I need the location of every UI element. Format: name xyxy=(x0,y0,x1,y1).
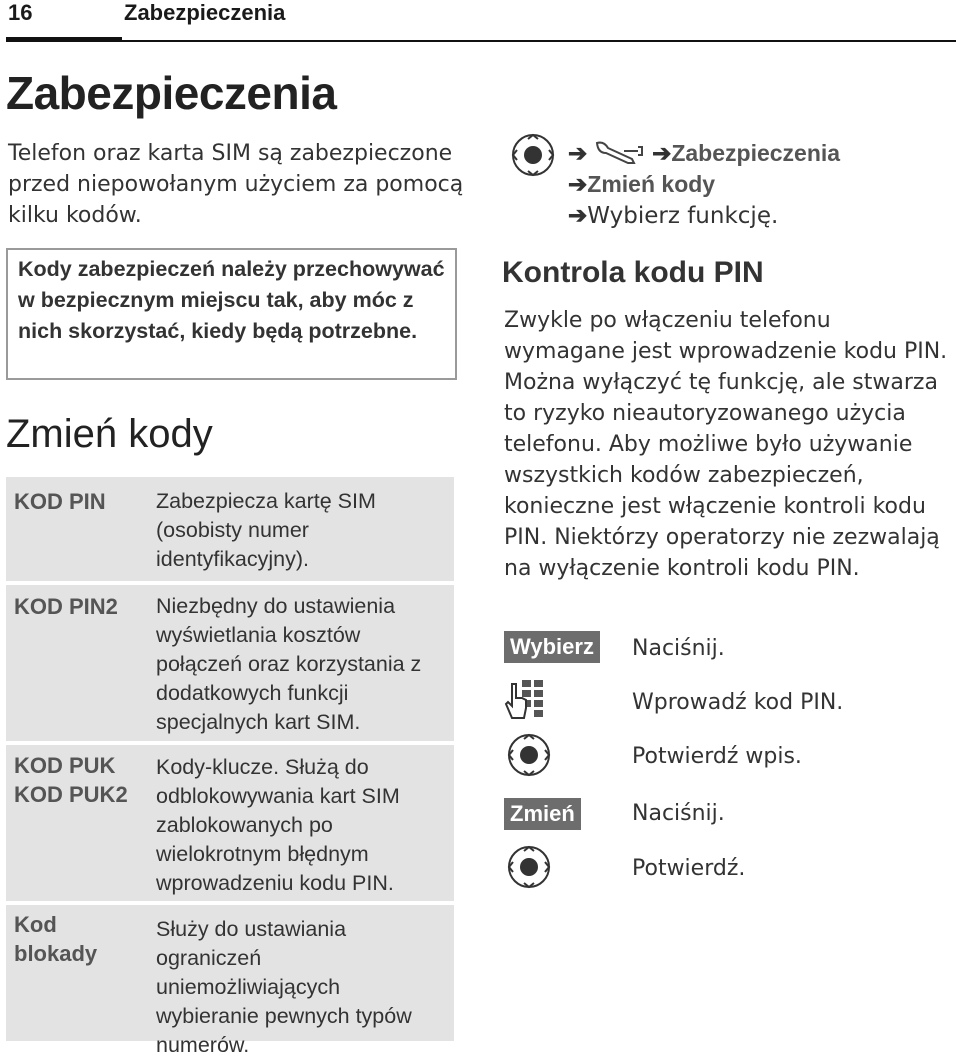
step-action: Wprowadź kod PIN. xyxy=(632,690,844,715)
settings-tools-icon xyxy=(594,139,646,165)
page-title: Zabezpieczenia xyxy=(6,67,337,119)
nav-step-security: Zabezpieczenia xyxy=(671,140,841,166)
code-row-lock xyxy=(6,905,454,1057)
keypad-icon xyxy=(504,678,550,724)
change-key: Zmień xyxy=(504,798,581,830)
joystick-icon xyxy=(504,730,554,780)
nav-step-change-codes: Zmień kody xyxy=(587,171,716,197)
page-number: 16 xyxy=(8,0,33,25)
step-action: Potwierdź wpis. xyxy=(632,744,802,769)
code-name: KOD PIN xyxy=(14,489,106,514)
pin-section-body: Zwykle po włączeniu telefonu wymagane jest wprowadzenie kodu PIN. Można wyłączyć tę funkcję, ale stwarza to ryzyko nieautoryzowanego użycia telefonu. Aby możliwe było używanie wszystkich kodów zabezpieczeń, konieczne jest włączenie kontroli kodu PIN. Niektórzy operatorzy nie zezwalają na wyłączenie kontroli kodu PIN. xyxy=(504,308,948,581)
intro-paragraph: Telefon oraz karta SIM są zabezpieczone przed niepowołanym użyciem za pomocą kilku kodów. xyxy=(8,141,464,228)
code-name: Kod blokady xyxy=(14,912,98,966)
header-rule-thick xyxy=(6,37,122,42)
nav-path-line1 xyxy=(568,138,840,169)
select-key: Wybierz xyxy=(504,631,600,663)
code-row-pin2 xyxy=(6,585,454,741)
step-action: Naciśnij. xyxy=(632,636,725,661)
nav-step-select: Wybierz funkcję. xyxy=(587,203,779,229)
pin-section-title: Kontrola kodu PIN xyxy=(502,256,764,289)
code-name: KOD PIN2 xyxy=(14,594,118,619)
code-description: Służy do ustawiania ograniczeń uniemożliwiających wybieranie pewnych typów numerów. xyxy=(156,917,412,1057)
step-action: Potwierdź. xyxy=(632,856,746,881)
arrow-icon: ➔ xyxy=(568,140,588,166)
arrow-icon: ➔ xyxy=(652,140,672,166)
code-description: Niezbędny do ustawienia wyświetlania kosztów połączeń oraz korzystania z dodatkowych funkcji specjalnych kart SIM. xyxy=(156,594,422,734)
code-description: Zabezpiecza kartę SIM (osobisty numer identyfikacyjny). xyxy=(156,489,376,571)
step-action: Naciśnij. xyxy=(632,801,725,826)
section-title: Zmień kody xyxy=(6,412,213,456)
running-header: Zabezpieczenia xyxy=(124,0,286,25)
code-row-puk xyxy=(6,745,454,901)
nav-path-line3 xyxy=(568,200,778,232)
header-rule xyxy=(122,40,956,42)
code-name: KOD PUK KOD PUK2 xyxy=(14,753,128,807)
joystick-icon xyxy=(508,130,558,180)
arrow-icon: ➔ xyxy=(568,171,588,197)
note-box: Kody zabezpieczeń należy przechowywać w bezpiecznym miejscu tak, aby móc z nich skorzystać, kiedy będą potrzebne. xyxy=(6,248,457,380)
nav-path-line2 xyxy=(568,169,715,200)
arrow-icon: ➔ xyxy=(568,202,588,228)
code-description: Kody-klucze. Służą do odblokowywania kart SIM zablokowanych po wielokrotnym błędnym wprowadzeniu kodu PIN. xyxy=(156,755,400,895)
code-row-pin xyxy=(6,477,454,581)
joystick-icon xyxy=(504,842,554,892)
